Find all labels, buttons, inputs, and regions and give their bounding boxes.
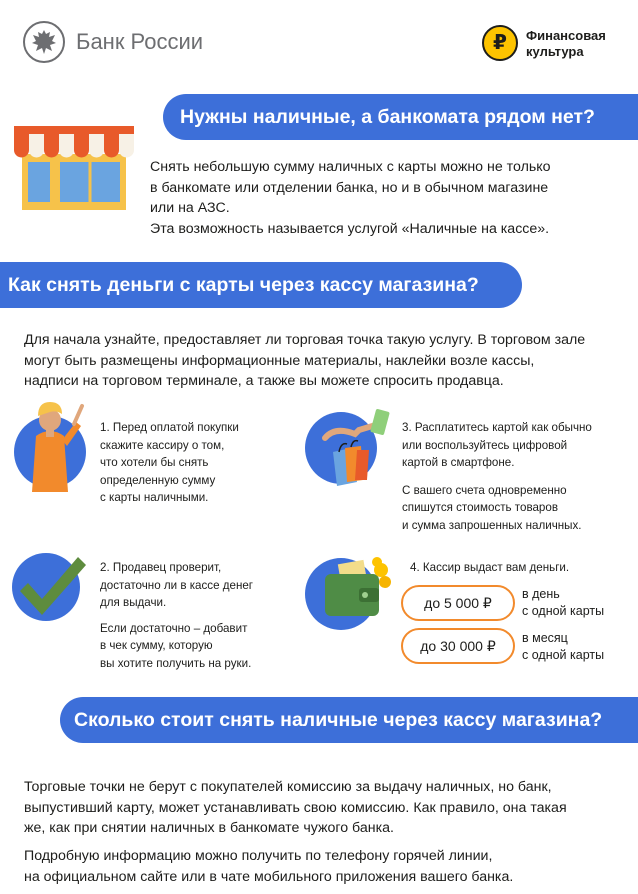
financial-culture-logo: [482, 20, 627, 66]
checkmark-icon: [8, 545, 98, 625]
step1-text: 1. Перед оплатой покупки скажите кассиру о том, что хотели бы снять определенную сумму с карты наличными.: [100, 421, 239, 504]
shopping-bags-phone-icon: [303, 402, 399, 490]
culture-logo-text-2: культура: [526, 44, 584, 59]
wallet-coins-icon: [303, 548, 399, 634]
ruble-coin-icon: ₽: [482, 25, 518, 61]
section2-intro: Для начала узнайте, предоставляет ли торговая точка такую услугу. В торговом зале могут быть размещены информационные материалы, наклейки возле кассы, надписи на торговом терминале, а также вы можете спросить продавца.: [24, 332, 586, 389]
section3-title: Сколько стоит снять наличные через кассу магазина?: [60, 697, 638, 743]
shop-icon: [14, 124, 134, 210]
person-pointing-icon: [10, 392, 100, 492]
section3-paragraph1: Торговые точки не берут с покупателей комиссию за выдачу наличных, но банк, выпустивший карту, может устанавливать свою комиссию. Как правило, она такая же, как при снятии наличных в банкомате чужого банка.: [24, 779, 567, 836]
section1-text: Снять небольшую сумму наличных с карты можно не только в банкомате или отделении банка, но и в обычном магазине или на АЗС. Эта возможность называется услугой «Наличные на кассе».: [150, 159, 551, 237]
limit-daily-amount: до 5 000 ₽: [401, 585, 515, 621]
limit-monthly-note: в месяц с одной карты: [522, 631, 605, 662]
step4-text: 4. Кассир выдаст вам деньги.: [410, 561, 570, 574]
culture-logo-text-1: Финансовая: [526, 28, 606, 43]
section2-title: Как снять деньги с карты через кассу магазина?: [0, 262, 522, 308]
eagle-emblem-icon: [22, 20, 66, 64]
section1-title: Нужны наличные, а банкомата рядом нет?: [163, 94, 638, 140]
limit-monthly-amount: до 30 000 ₽: [401, 628, 515, 664]
section3-paragraph2: Подробную информацию можно получить по телефону горячей линии, на официальном сайте или в чате мобильного приложения вашего банка.: [24, 848, 514, 885]
bank-name: Банк России: [76, 29, 204, 54]
bank-of-russia-logo: [22, 20, 222, 66]
step2-text: 2. Продавец проверит, достаточно ли в кассе денег для выдачи. Если достаточно – добавит в чек сумму, которую вы хотите получить на руки.: [100, 561, 254, 670]
step3-text: 3. Расплатитесь картой как обычно или воспользуйтесь цифровой картой в смартфоне. С вашего счета одновременно спишутся стоимость товаров и сумма запрошенных наличных.: [402, 421, 592, 532]
limit-daily-note: в день с одной карты: [522, 587, 605, 618]
